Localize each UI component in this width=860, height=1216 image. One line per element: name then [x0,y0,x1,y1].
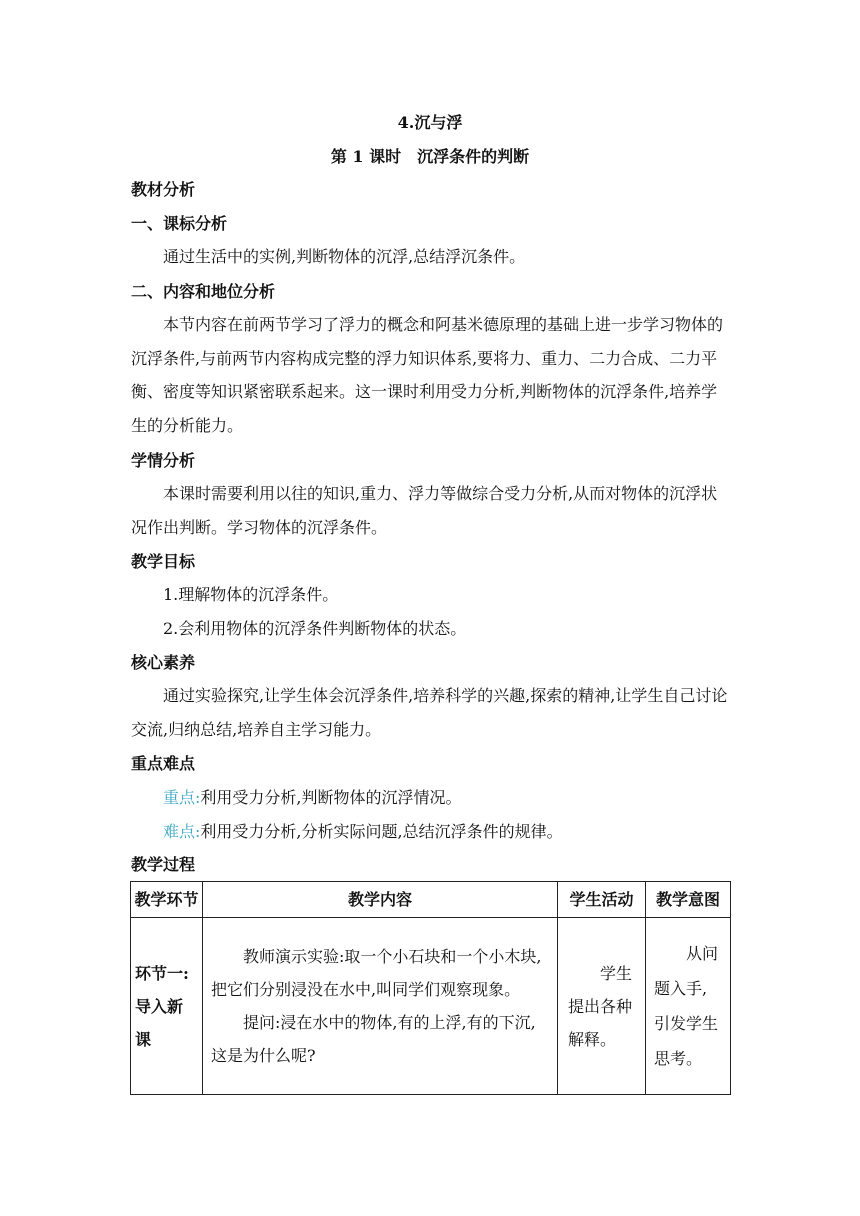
heading-teaching-process: 教学过程 [131,855,196,874]
teaching-process-table [130,881,731,1095]
heading-goals: 教学目标 [131,552,196,571]
row-content-experiment: 教师演示实验:取一个小石块和一个小木块,把它们分别浸没在水中,叫同学们观察现象。 [211,947,542,999]
heading-key-difficulty: 重点难点 [131,754,196,773]
row-activity [558,918,646,1095]
header-activity: 学生活动 [558,882,646,918]
key-point-label: 重点: [163,788,201,807]
row-activity-text: 学生提出各种解释。 [568,963,633,1049]
heading-core-literacy: 核心素养 [131,653,196,672]
heading-curriculum: 一、课标分析 [131,214,228,233]
goal-2: 2.会利用物体的沉浮条件判断物体的状态。 [163,619,467,638]
row-content [203,918,558,1095]
curriculum-text: 通过生活中的实例,判断物体的沉浮,总结浮沉条件。 [163,247,526,266]
lesson-title: 4.沉与浮 [397,113,463,132]
heading-content: 二、内容和地位分析 [131,282,276,301]
row-intent [646,918,731,1095]
header-stage: 教学环节 [131,882,203,918]
row-stage: 环节一:导入新课 [131,918,203,1095]
header-content: 教学内容 [203,882,558,918]
difficulty-text: 利用受力分析,分析实际问题,总结沉浮条件的规律。 [200,822,563,841]
goal-1: 1.理解物体的沉浮条件。 [163,585,339,604]
lesson-subtitle: 第 1 课时 沉浮条件的判断 [330,147,530,166]
difficulty-point [163,822,563,842]
heading-textbook-analysis: 教材分析 [131,180,196,199]
table-header-row [131,882,731,918]
learner-text: 本课时需要利用以往的知识,重力、浮力等做综合受力分析,从而对物体的沉浮状况作出判断。学习物体的沉浮条件。 [131,484,718,537]
table-row [131,918,731,1095]
heading-learner-analysis: 学情分析 [131,451,196,470]
key-point [163,788,462,808]
header-intent: 教学意图 [646,882,731,918]
core-literacy-text: 通过实验探究,让学生体会沉浮条件,培养科学的兴趣,探索的精神,让学生自己讨论交流,归纳总结,培养自主学习能力。 [131,686,728,739]
row-intent-text: 从问题入手,引发学生思考。 [654,944,719,1068]
row-content-question: 提问:浸在水中的物体,有的上浮,有的下沉,这是为什么呢? [211,1013,536,1065]
difficulty-label: 难点: [163,822,201,841]
key-point-text: 利用受力分析,判断物体的沉浮情况。 [200,788,462,807]
content-text: 本节内容在前两节学习了浮力的概念和阿基米德原理的基础上进一步学习物体的沉浮条件,与前两节内容构成完整的浮力知识体系,要将力、重力、二力合成、二力平衡、密度等知识紧密联系起来。这一课时利用受力分析,判断物体的沉浮条件,培养学生的分析能力。 [131,315,724,435]
